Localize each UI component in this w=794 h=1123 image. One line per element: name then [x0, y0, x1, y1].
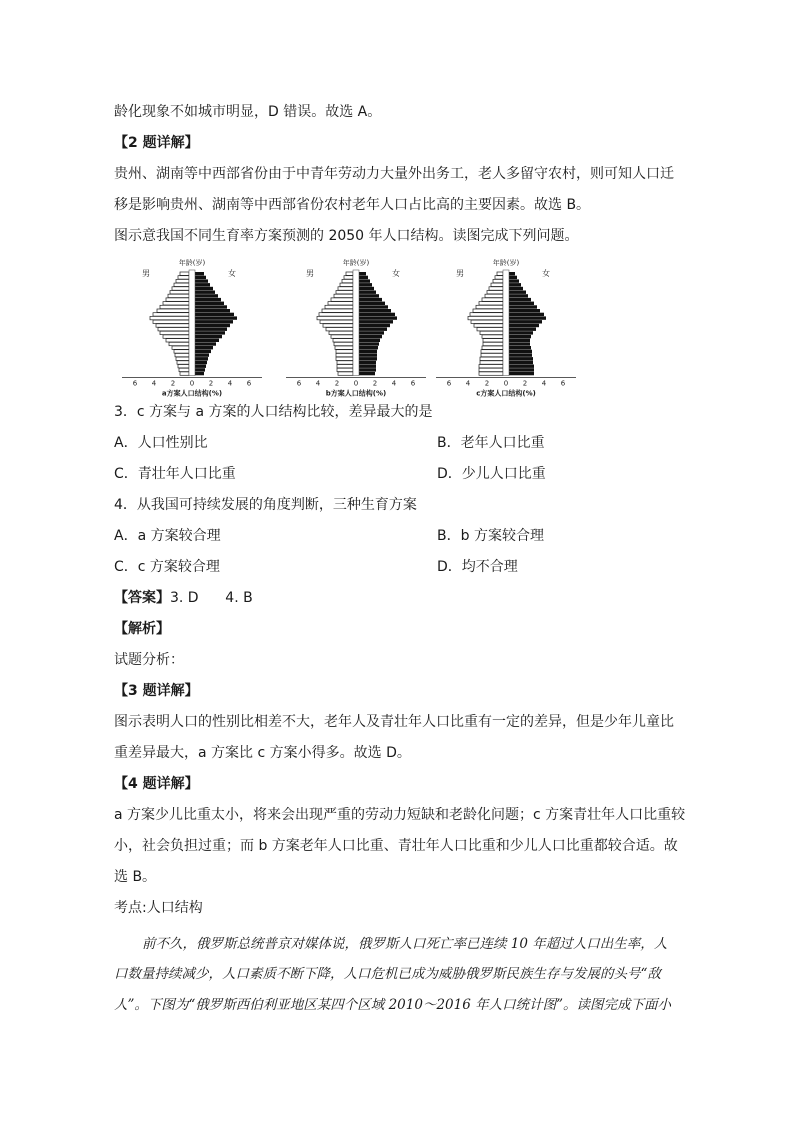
female-bar [509, 335, 531, 338]
question-4-stem: 4．从我国可持续发展的角度判断，三种生育方案 [114, 497, 417, 513]
female-bar [509, 331, 533, 334]
female-bar [359, 368, 376, 371]
tick-label: 2 [522, 379, 528, 388]
text-line: 图示表明人口的性别比相差不大，老年人及青壮年人口比重有一定的差异，但是少年儿童比 [114, 714, 674, 730]
question-3-option-c: C．青壮年人口比重 [114, 466, 236, 482]
answer-label: 【答案】 [114, 590, 170, 606]
male-bar [172, 287, 189, 290]
male-bar [158, 328, 189, 331]
female-bar [509, 272, 515, 275]
male-bar [178, 276, 189, 279]
female-bar [195, 294, 218, 297]
pyramid-caption: c方案人口结构(%) [476, 389, 536, 398]
pyramid-svg [118, 256, 266, 398]
male-bar [481, 353, 503, 356]
text-line: a 方案少儿比重太小，将来会出现严重的劳动力短缺和老龄化问题；c 方案青壮年人口比重较 [114, 807, 686, 823]
tick-label: 6 [246, 379, 252, 388]
female-bar [359, 291, 376, 294]
female-bar [359, 346, 378, 349]
male-bar [150, 316, 189, 319]
tick-label: 6 [132, 379, 138, 388]
male-bar [340, 283, 353, 286]
male-bar [485, 294, 503, 297]
male-bar [336, 353, 353, 356]
male-bar [178, 365, 189, 368]
female-bar [509, 339, 530, 342]
female-bar [195, 361, 207, 364]
male-bar [172, 346, 189, 349]
male-bar [176, 279, 189, 282]
female-bar [509, 313, 544, 316]
male-bar [163, 302, 189, 305]
question-4-option-d: D．均不合理 [437, 559, 518, 575]
female-bar [509, 320, 542, 323]
male-bar [166, 298, 189, 301]
female-bar [195, 316, 237, 319]
tick-label: 2 [484, 379, 490, 388]
male-bar [480, 357, 503, 360]
female-bar [195, 368, 205, 371]
male-bar [180, 272, 189, 275]
question-4-option-b: B．b 方案较合理 [437, 528, 544, 544]
female-bar [359, 357, 377, 360]
tick-label: 4 [541, 379, 547, 388]
male-bar [479, 365, 503, 368]
tick-label: 0 [189, 379, 195, 388]
population-pyramid [118, 256, 266, 398]
passage-line: 口数量持续减少，人口素质不断下降，人口危机已成为威胁俄罗斯民族生存与发展的头号“敌 [114, 966, 661, 982]
text-line: 贵州、湖南等中西部省份由于中青年劳动力大量外出务工，老人多留守农村，则可知人口迁 [114, 166, 674, 182]
female-label: 女 [228, 269, 236, 278]
male-bar [468, 316, 503, 319]
tick-label: 4 [315, 379, 321, 388]
male-bar [160, 305, 189, 308]
text-line: 重差异最大，a 方案比 c 方案小得多。故选 D。 [114, 745, 411, 761]
text-line: 小，社会负担过重；而 b 方案老年人口比重、青壮年人口比重和少儿人口比重都较合适。故 [114, 838, 678, 854]
tick-label: 4 [151, 379, 157, 388]
male-bar [153, 320, 189, 323]
female-bar [509, 302, 534, 305]
tick-label: 4 [227, 379, 233, 388]
male-bar [493, 279, 503, 282]
male-bar [473, 309, 503, 312]
female-bar [195, 305, 227, 308]
tick-label: 2 [372, 379, 378, 388]
male-bar [153, 313, 189, 316]
female-bar [359, 313, 395, 316]
male-bar [177, 361, 189, 364]
male-bar [168, 294, 189, 297]
male-bar [479, 372, 503, 375]
male-bar [480, 331, 503, 334]
female-bar [509, 368, 534, 371]
male-bar [175, 353, 189, 356]
male-bar [319, 313, 353, 316]
female-bar [509, 287, 523, 290]
age-axis-label: 年龄(岁) [492, 259, 520, 267]
female-bar [195, 324, 230, 327]
question-3-stem: 3．c 方案与 a 方案的人口结构比较，差异最大的是 [114, 404, 433, 420]
male-bar [322, 309, 353, 312]
female-bar [509, 276, 517, 279]
female-bar [195, 365, 206, 368]
knowledge-point: 考点:人口结构 [114, 900, 203, 916]
tick-label: 6 [410, 379, 416, 388]
female-bar [509, 279, 519, 282]
tick-label: 2 [334, 379, 340, 388]
tick-label: 6 [560, 379, 566, 388]
male-bar [477, 328, 503, 331]
passage-line: 人”。下图为“俄罗斯西伯利亚地区某四个区域 2010～2016 年人口统计图”。读图完成下面小 [114, 997, 671, 1013]
male-bar [174, 350, 189, 353]
female-bar [509, 346, 531, 349]
female-bar [509, 309, 540, 312]
answer-line [114, 588, 253, 608]
female-bar [195, 283, 210, 286]
female-bar [359, 339, 380, 342]
male-bar [495, 276, 503, 279]
female-bar [509, 361, 533, 364]
female-bar [509, 298, 531, 301]
female-bar [509, 291, 526, 294]
female-bar [359, 298, 382, 301]
section-heading: 【3 题详解】 [114, 683, 199, 699]
pyramid-svg [432, 256, 580, 398]
question-intro: 图示意我国不同生育率方案预测的 2050 年人口结构。读图完成下列问题。 [114, 228, 579, 244]
female-bar [359, 372, 375, 375]
text-line: 移是影响贵州、湖南等中西部省份农村老年人口占比高的主要因素。故选 B。 [114, 197, 591, 213]
male-bar [344, 276, 353, 279]
male-bar [337, 368, 353, 371]
female-bar [509, 328, 536, 331]
answer-text: 3. D 4. B [170, 590, 253, 606]
female-bar [359, 342, 379, 345]
question-3-option-d: D．少儿人口比重 [437, 466, 546, 482]
tick-label: 0 [353, 379, 359, 388]
male-bar [179, 368, 189, 371]
female-label: 女 [392, 269, 400, 278]
female-bar [359, 365, 376, 368]
female-bar [509, 357, 533, 360]
tick-label: 0 [503, 379, 509, 388]
female-bar [195, 279, 208, 282]
female-bar [359, 324, 390, 327]
male-bar [170, 291, 189, 294]
age-axis-label: 年龄(岁) [178, 259, 206, 267]
analysis-label: 【解析】 [114, 621, 170, 637]
male-bar [320, 320, 353, 323]
male-bar [342, 279, 353, 282]
female-bar [195, 287, 213, 290]
passage-line: 前不久，俄罗斯总统普京对媒体说，俄罗斯人口死亡率已连续 10 年超过人口出生率，人 [142, 936, 668, 952]
female-bar [195, 298, 221, 301]
male-bar [331, 298, 353, 301]
female-bar [509, 350, 532, 353]
pyramid-svg [282, 256, 430, 398]
age-column [189, 270, 195, 376]
male-bar [329, 331, 353, 334]
female-bar [195, 331, 225, 334]
female-bar [509, 324, 539, 327]
question-4-option-a: A．a 方案较合理 [114, 528, 221, 544]
female-bar [359, 279, 370, 282]
female-bar [359, 331, 384, 334]
text-line: 龄化现象不如城市明显，D 错误。故选 A。 [114, 104, 382, 120]
female-bar [195, 372, 204, 375]
male-bar [336, 291, 353, 294]
male-bar [470, 313, 503, 316]
male-bar [166, 339, 189, 342]
male-bar [176, 357, 189, 360]
tick-label: 2 [208, 379, 214, 388]
male-bar [160, 331, 189, 334]
male-bar [325, 305, 353, 308]
female-bar [359, 328, 387, 331]
male-bar [337, 365, 353, 368]
female-bar [359, 272, 366, 275]
male-bar [323, 324, 353, 327]
age-column [503, 270, 509, 376]
analysis-intro: 试题分析： [114, 652, 184, 668]
male-bar [346, 272, 353, 275]
female-bar [195, 309, 230, 312]
male-bar [156, 324, 189, 327]
tick-label: 6 [296, 379, 302, 388]
female-bar [509, 316, 546, 319]
male-bar [471, 320, 503, 323]
male-bar [482, 335, 503, 338]
female-bar [359, 309, 391, 312]
female-bar [195, 346, 213, 349]
question-4-option-c: C．c 方案较合理 [114, 559, 220, 575]
population-pyramid [282, 256, 430, 398]
female-bar [509, 305, 537, 308]
female-bar [359, 294, 379, 297]
female-bar [195, 335, 222, 338]
female-bar [359, 350, 377, 353]
male-bar [482, 346, 503, 349]
male-bar [337, 361, 353, 364]
population-pyramid [432, 256, 580, 398]
male-bar [483, 339, 503, 342]
female-bar [359, 335, 382, 338]
female-bar [195, 291, 215, 294]
female-bar [195, 276, 206, 279]
age-column [353, 270, 359, 376]
female-bar [195, 313, 234, 316]
section-heading: 【2 题详解】 [114, 135, 199, 151]
male-bar [474, 324, 503, 327]
female-bar [359, 302, 385, 305]
female-bar [359, 283, 372, 286]
male-bar [487, 291, 503, 294]
male-bar [157, 309, 189, 312]
female-bar [509, 372, 534, 375]
female-bar [509, 353, 532, 356]
female-bar [359, 320, 393, 323]
female-bar [509, 283, 521, 286]
female-bar [509, 342, 530, 345]
female-bar [359, 353, 377, 356]
male-bar [479, 302, 503, 305]
male-bar [334, 342, 353, 345]
male-bar [336, 357, 353, 360]
female-bar [359, 287, 374, 290]
male-bar [331, 335, 353, 338]
male-bar [497, 272, 503, 275]
female-bar [195, 328, 227, 331]
male-bar [483, 342, 503, 345]
female-bar [509, 294, 528, 297]
male-bar [180, 372, 189, 375]
male-bar [334, 294, 353, 297]
question-3-option-a: A．人口性别比 [114, 435, 208, 451]
male-bar [328, 302, 353, 305]
male-label: 男 [142, 269, 150, 278]
male-bar [317, 316, 353, 319]
section-heading: 【4 题详解】 [114, 776, 199, 792]
male-bar [491, 283, 503, 286]
male-label: 男 [306, 269, 314, 278]
male-bar [482, 298, 503, 301]
male-bar [479, 368, 503, 371]
male-bar [333, 339, 353, 342]
female-bar [509, 365, 534, 368]
male-bar [489, 287, 503, 290]
female-bar [359, 305, 388, 308]
pyramid-caption: a方案人口结构(%) [161, 389, 223, 398]
male-label: 男 [456, 269, 464, 278]
tick-label: 6 [446, 379, 452, 388]
male-bar [481, 350, 503, 353]
male-bar [335, 346, 353, 349]
question-3-option-b: B．老年人口比重 [437, 435, 545, 451]
age-axis-label: 年龄(岁) [342, 259, 370, 267]
female-bar [195, 350, 211, 353]
tick-label: 4 [391, 379, 397, 388]
male-bar [480, 361, 503, 364]
tick-label: 2 [170, 379, 176, 388]
female-bar [195, 272, 204, 275]
male-bar [326, 328, 353, 331]
female-bar [359, 361, 376, 364]
male-bar [338, 372, 353, 375]
female-bar [195, 339, 219, 342]
pyramid-caption: b方案人口结构(%) [325, 389, 387, 398]
female-bar [195, 342, 216, 345]
male-bar [338, 287, 353, 290]
female-label: 女 [542, 269, 550, 278]
text-line: 选 B。 [114, 869, 157, 885]
male-bar [174, 283, 189, 286]
female-bar [359, 276, 368, 279]
female-bar [359, 316, 397, 319]
male-bar [336, 350, 353, 353]
female-bar [195, 357, 208, 360]
male-bar [169, 342, 189, 345]
male-bar [476, 305, 503, 308]
female-bar [195, 320, 233, 323]
female-bar [195, 302, 224, 305]
female-bar [195, 353, 209, 356]
tick-label: 4 [465, 379, 471, 388]
male-bar [163, 335, 189, 338]
